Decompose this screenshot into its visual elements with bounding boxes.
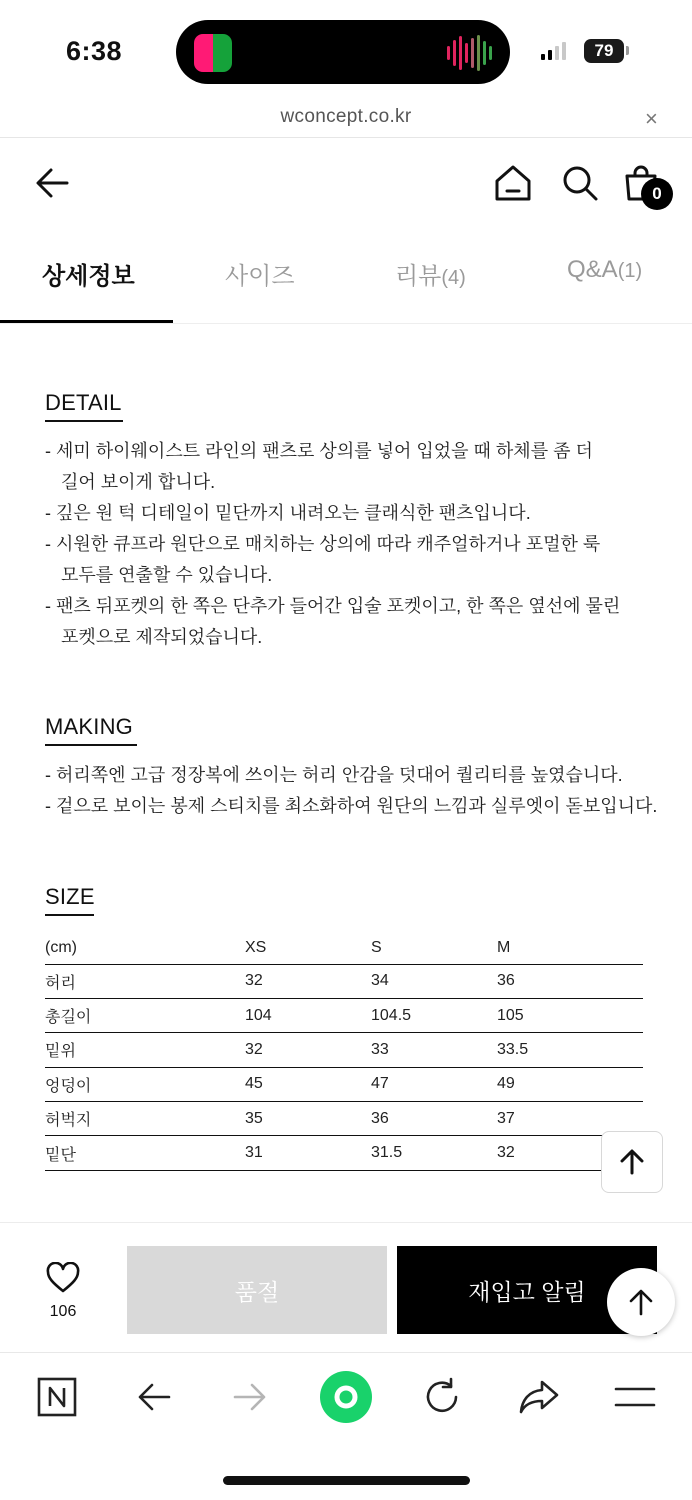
size-cell: 34: [371, 964, 497, 998]
size-cell: 37: [497, 1102, 643, 1136]
making-title-text: MAKING: [45, 714, 133, 739]
browser-back-icon[interactable]: [135, 1378, 173, 1416]
now-playing-thumb-icon: [194, 34, 232, 72]
table-row: [45, 1067, 643, 1101]
size-cell: 32: [497, 1136, 643, 1170]
detail-line: - 깊은 원 턱 디테일이 밑단까지 내려오는 클래식한 팬츠입니다.: [45, 503, 531, 523]
arrow-up-icon: [618, 1148, 646, 1176]
size-cell: 36: [497, 964, 643, 998]
size-title-text: SIZE: [45, 884, 95, 909]
tab-size[interactable]: [225, 256, 295, 291]
tab-qna-label: Q&A: [567, 256, 618, 283]
tab-review[interactable]: [395, 256, 466, 291]
menu-icon[interactable]: [614, 1384, 656, 1410]
detail-line: - 팬츠 뒤포켓의 한 쪽은 단추가 들어간 입술 포켓이고, 한 쪽은 옆선에 물린: [45, 596, 621, 616]
size-cell: 33.5: [497, 1033, 643, 1067]
size-title: [45, 884, 95, 910]
tab-review-count: (4): [441, 267, 466, 289]
detail-line: 포켓으로 제작되었습니다.: [61, 627, 263, 647]
size-cell: 47: [371, 1067, 497, 1101]
detail-text: [45, 436, 620, 653]
dynamic-island: [176, 20, 510, 84]
scroll-to-top-button[interactable]: [601, 1131, 663, 1193]
table-row: [45, 964, 643, 998]
audio-wave-icon: [447, 34, 492, 72]
detail-line: - 시원한 큐프라 원단으로 매치하는 상의에 따라 캐주얼하거나 포멀한 룩: [45, 534, 601, 554]
search-icon[interactable]: [561, 164, 599, 202]
home-icon[interactable]: [494, 164, 532, 202]
size-header-s: S: [371, 932, 497, 964]
share-icon[interactable]: [518, 1378, 560, 1416]
making-line: - 허리쪽엔 고급 정장복에 쓰이는 허리 안감을 덧대어 퀄리티를 높였습니다.: [45, 765, 623, 785]
size-cell: 35: [245, 1102, 371, 1136]
size-cell: 36: [371, 1102, 497, 1136]
tab-review-label: 리뷰: [395, 263, 442, 290]
cellular-signal-icon: [541, 42, 566, 60]
size-cell: 31.5: [371, 1136, 497, 1170]
battery-cap: [626, 46, 629, 55]
status-time: 6:38: [66, 36, 123, 66]
size-header-unit: (cm): [45, 932, 245, 964]
product-tabs: [0, 240, 692, 324]
wishlist-count: 106: [49, 1303, 77, 1320]
table-row: [45, 1033, 643, 1067]
restock-alert-button[interactable]: 재입고 알림: [397, 1246, 657, 1334]
size-cell: 허벅지: [45, 1102, 245, 1136]
refresh-icon[interactable]: [422, 1377, 462, 1417]
size-cell: 45: [245, 1067, 371, 1101]
naver-n-icon[interactable]: [37, 1377, 77, 1417]
detail-title: [45, 390, 122, 416]
size-cell: 104.5: [371, 998, 497, 1032]
tab-detail[interactable]: [42, 256, 135, 291]
size-title-underline: [45, 914, 94, 916]
floating-scroll-top-button[interactable]: [607, 1268, 675, 1336]
size-cell: 32: [245, 1033, 371, 1067]
size-cell: 엉덩이: [45, 1067, 245, 1101]
soldout-button: 품절: [127, 1246, 387, 1334]
url-text[interactable]: wconcept.co.kr: [280, 106, 412, 127]
tab-size-label: 사이즈: [225, 263, 295, 290]
size-header-m: M: [497, 932, 643, 964]
table-row: [45, 1136, 643, 1170]
green-dot-icon[interactable]: [319, 1370, 373, 1424]
arrow-up-icon: [626, 1287, 656, 1317]
size-table-header: [45, 932, 643, 964]
home-indicator: [223, 1476, 470, 1485]
table-row: [45, 998, 643, 1032]
detail-title-underline: [45, 420, 123, 422]
detail-line: 모두를 연출할 수 있습니다.: [61, 565, 273, 585]
close-icon[interactable]: ×: [645, 106, 658, 131]
size-cell: 32: [245, 964, 371, 998]
size-cell: 31: [245, 1136, 371, 1170]
size-cell: 33: [371, 1033, 497, 1067]
status-bar: [0, 0, 692, 100]
table-row: [45, 1102, 643, 1136]
detail-title-text: DETAIL: [45, 390, 122, 415]
size-cell: 밑단: [45, 1136, 245, 1170]
cart-count-badge: 0: [641, 178, 673, 210]
size-cell: 49: [497, 1067, 643, 1101]
battery-icon: 79: [584, 39, 624, 63]
making-title-underline: [45, 744, 137, 746]
size-cell: 밑위: [45, 1033, 245, 1067]
wishlist-button[interactable]: [40, 1262, 86, 1299]
active-tab-indicator: [0, 320, 173, 323]
making-title: [45, 714, 133, 740]
detail-line: 길어 보이게 합니다.: [61, 472, 216, 492]
making-text: [45, 760, 657, 822]
tab-qna[interactable]: [567, 256, 642, 284]
detail-line: - 세미 하이웨이스트 라인의 팬츠로 상의를 넣어 입었을 때 하체를 좀 더: [45, 441, 593, 461]
url-bar[interactable]: [0, 100, 692, 138]
size-cell: 허리: [45, 964, 245, 998]
back-arrow-icon[interactable]: [34, 164, 72, 202]
size-header-xs: XS: [245, 932, 371, 964]
size-table: [45, 932, 643, 1171]
tab-detail-label: 상세정보: [42, 263, 135, 290]
heart-icon: [45, 1262, 81, 1294]
size-cell: 총길이: [45, 998, 245, 1032]
size-cell: 104: [245, 998, 371, 1032]
making-line: - 겉으로 보이는 봉제 스티치를 최소화하여 원단의 느낌과 실루엣이 돋보입니다.: [45, 796, 658, 816]
tab-qna-count: (1): [617, 260, 643, 282]
size-cell: 105: [497, 998, 643, 1032]
browser-forward-icon[interactable]: [231, 1378, 269, 1416]
